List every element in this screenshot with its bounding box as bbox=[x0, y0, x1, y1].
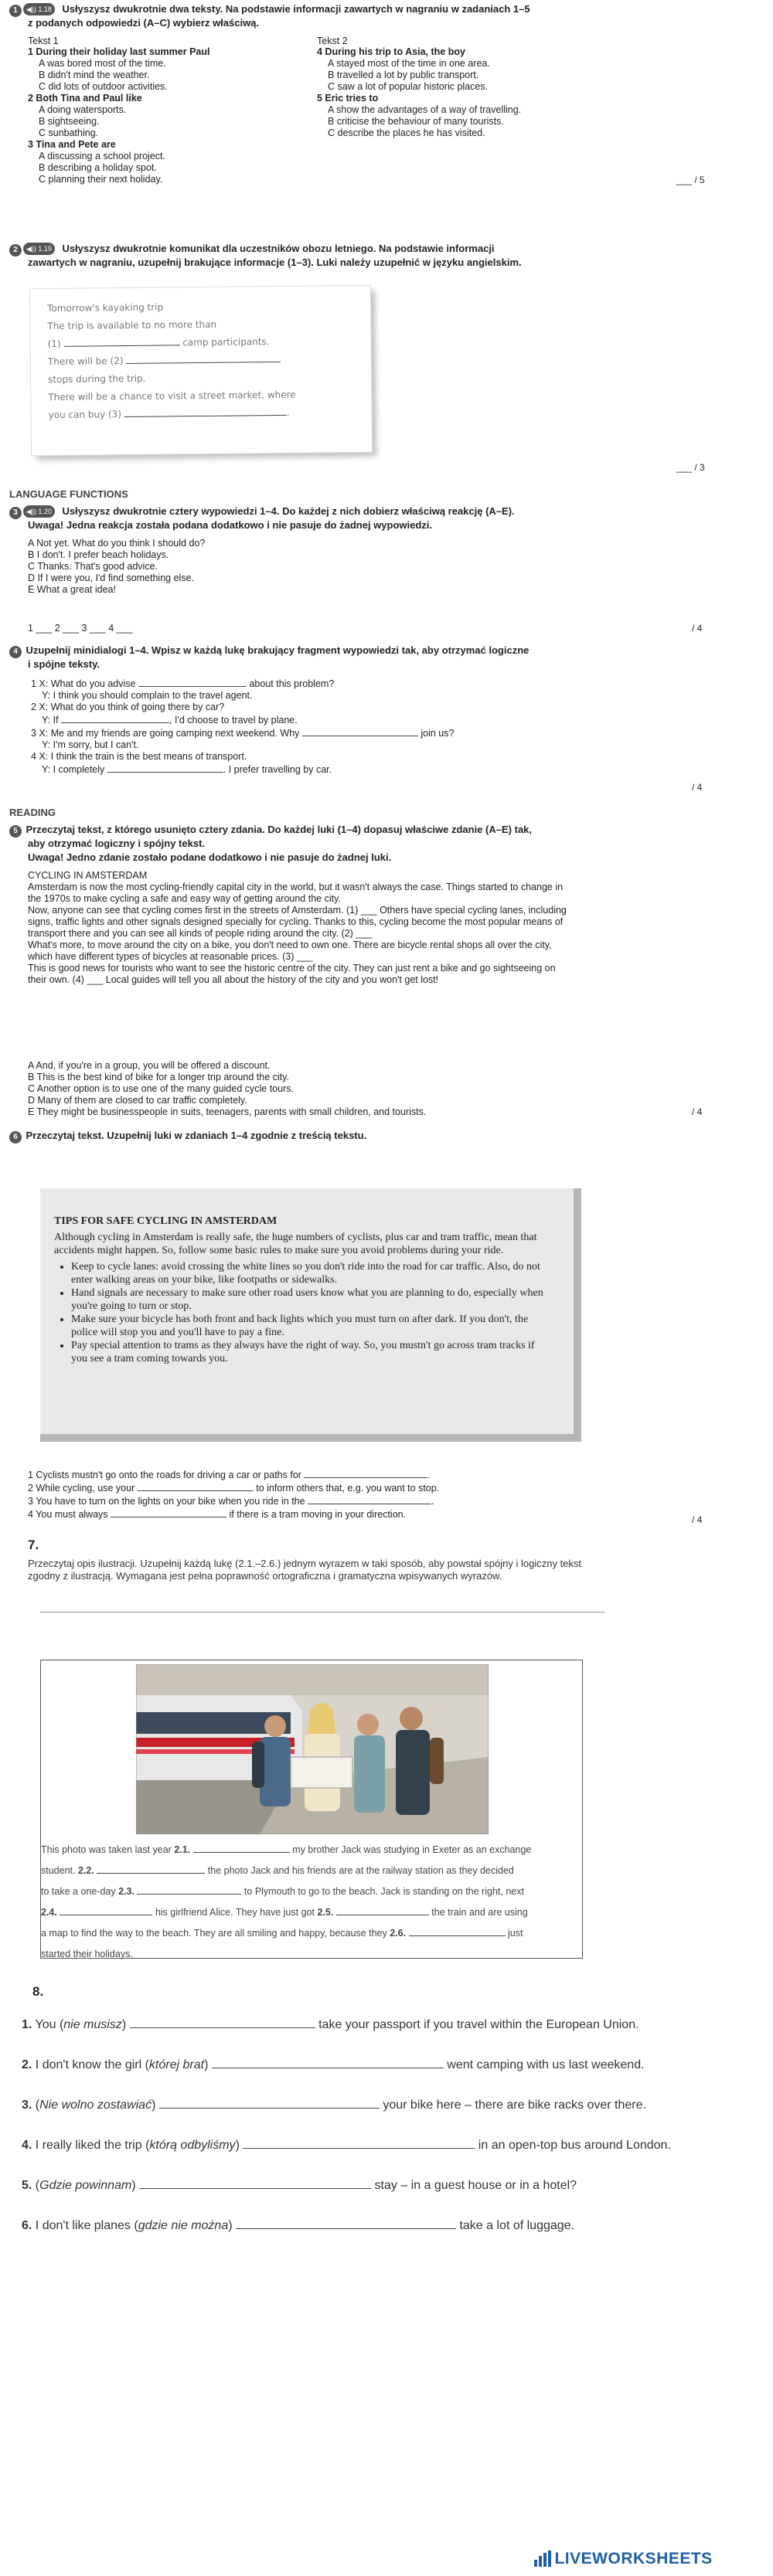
ex6-gap-2-input[interactable] bbox=[138, 1481, 254, 1491]
ex5-paragraph-1: Amsterdam is now the most cycling-friendly capital city in the world, but it wasn't always the case. Things started to change in the 1970s to make cycling a safe and easy way of getting around the city. bbox=[28, 882, 564, 904]
ex8-gap-5-input[interactable] bbox=[139, 2177, 371, 2189]
ex6-gap-4-input[interactable] bbox=[111, 1507, 226, 1517]
ex7-line-4: 2.4. his girlfriend Alice. They have just got 2.5. the train and are using bbox=[41, 1907, 528, 1918]
ex7-line-3: to take a one-day 2.3. to Plymouth to go to the beach. Jack is standing on the right, next bbox=[41, 1886, 524, 1897]
q4-option-c[interactable]: C saw a lot of popular historic places. bbox=[328, 81, 489, 92]
gap-3-input[interactable] bbox=[124, 406, 287, 417]
gap-2-4-input[interactable] bbox=[60, 1905, 152, 1915]
ex1-header bbox=[9, 3, 751, 17]
gap-2-1-input[interactable] bbox=[193, 1843, 290, 1853]
gap-1-input[interactable] bbox=[63, 335, 179, 347]
ex1-text1 bbox=[28, 36, 306, 185]
ex4-gap-1-input[interactable] bbox=[138, 677, 247, 687]
ex6-gap-3-input[interactable] bbox=[308, 1494, 431, 1504]
ex2-score: ___ / 3 bbox=[676, 462, 705, 473]
ex6-sentences bbox=[28, 1468, 693, 1521]
q1-option-b[interactable]: B didn't mind the weather. bbox=[39, 70, 150, 80]
dialogue-4-y: Y: I completely . I prefer travelling by car. bbox=[42, 764, 332, 775]
ex5-instruction-3: Uwaga! Jedno zdanie zostało podane dodatkowo i nie pasuje do żadnej luki. bbox=[28, 851, 392, 863]
tip-item: • Hand signals are necessary to make sure other road users know what you are planning to do, especially when you're going to turn or stop. bbox=[71, 1286, 549, 1313]
audio-track-icon[interactable]: ◀)) 1.18 bbox=[23, 3, 55, 15]
ex3-header bbox=[9, 505, 751, 519]
ex6-instruction: Przeczytaj tekst. Uzupełnij luki w zdaniach 1–4 zgodnie z treścią tekstu. bbox=[26, 1130, 367, 1141]
ex3-instruction: Usłyszysz dwukrotnie cztery wypowiedzi 1–4. Do każdej z nich dobierz właściwą reakcję (A–E). bbox=[62, 505, 515, 517]
ex2-number: 2 bbox=[9, 244, 22, 257]
ex1-instruction-2: z podanych odpowiedzi (A–C) wybierz właściwą. bbox=[28, 17, 260, 29]
q5-stem: 5 Eric tries to bbox=[317, 93, 379, 104]
ex6-score: / 4 bbox=[692, 1514, 703, 1525]
ex3-instruction-2: Uwaga! Jedna reakcja została podana dodatkowo i nie pasuje do żadnej wypowiedzi. bbox=[28, 519, 433, 531]
ex8-item-1: 1. You (nie musisz) take your passport if you travel within the European Union. bbox=[22, 2018, 639, 2031]
text1-label: Tekst 1 bbox=[28, 36, 59, 46]
note-line-4: There will be (2) bbox=[48, 350, 365, 371]
ex5-reading-text bbox=[28, 870, 577, 986]
q2-option-c[interactable]: C sunbathing. bbox=[39, 127, 99, 138]
q4-option-a[interactable]: A stayed most of the time in one area. bbox=[328, 58, 490, 69]
ex3-number: 3 bbox=[9, 507, 22, 519]
ex1-number: 1 bbox=[9, 5, 22, 17]
q4-stem: 4 During his trip to Asia, the boy bbox=[317, 46, 465, 57]
ex4-instruction: Uzupełnij minidialogi 1–4. Wpisz w każdą lukę brakujący fragment wypowiedzi tak, aby otrzymać logiczne bbox=[26, 644, 530, 656]
gap-2-6-input[interactable] bbox=[409, 1926, 506, 1936]
ex7-instruction: Przeczytaj opis ilustracji. Uzupełnij każdą lukę (2.1.–2.6.) jednym wyrazem w taki sposób, aby powstał spójny i logiczny tekst zgodny z ilustracją. Wymagana jest pełna poprawność ortograficzna i gramatyczna wpisywanych wyrazów. bbox=[28, 1558, 582, 1582]
ex7-line-6: started their holidays. bbox=[41, 1949, 133, 1959]
note-text bbox=[47, 297, 366, 424]
note-line-1: Tomorrow's kayaking trip bbox=[47, 301, 164, 314]
note-line-3: (1) camp participants. bbox=[47, 336, 270, 350]
q5-option-b[interactable]: B criticise the behaviour of many tourists. bbox=[328, 116, 504, 127]
ex8-gap-6-input[interactable] bbox=[236, 2217, 456, 2229]
ex2-header bbox=[9, 243, 751, 257]
logo-bars-icon bbox=[533, 2551, 552, 2568]
q5-option-c[interactable]: C describe the places he has visited. bbox=[328, 127, 485, 138]
tips-list bbox=[54, 1260, 549, 1365]
ex8-gap-4-input[interactable] bbox=[243, 2137, 475, 2149]
tips-title: TIPS FOR SAFE CYCLING IN AMSTERDAM bbox=[54, 1215, 278, 1227]
note-line-2: The trip is available to no more than bbox=[47, 318, 217, 332]
tips-box-edge bbox=[574, 1188, 581, 1442]
ex8-item-4: 4. I really liked the trip (którą odbyliśmy) in an open-top bus around London. bbox=[22, 2139, 671, 2152]
q1-option-a[interactable]: A was bored most of the time. bbox=[39, 58, 166, 69]
ex8-item-6: 6. I don't like planes (gdzie nie można) take a lot of luggage. bbox=[22, 2219, 575, 2232]
ex5-paragraph-3: What's more, to move around the city on a bike, you don't need to own one. There are bicycle rental shops all over the city, which have different types of bicycles at reasonable prices. (3) ___ bbox=[28, 940, 552, 962]
q3-option-b[interactable]: B describing a holiday spot. bbox=[39, 162, 157, 173]
logo-text: LIVEWORKSHEETS bbox=[554, 2550, 713, 2568]
ex7-divider bbox=[40, 1612, 604, 1613]
ex3-option-d: D If I were you, I'd find something else. bbox=[28, 573, 194, 583]
q1-option-c[interactable]: C did lots of outdoor activities. bbox=[39, 81, 168, 92]
ex7-box bbox=[40, 1660, 583, 1959]
ex5-paragraph-2: Now, anyone can see that cycling comes first in the streets of Amsterdam. (1) ___ Others have special cycling lanes, including signs, traffic lights and other signals designed specially for cycling. Thanks to this, cycling become the most popular means of transport there and you can see all kinds of people riding around the city. (2) ___ bbox=[28, 905, 567, 939]
tip-item: • Make sure your bicycle has both front and back lights which you must turn on after dark. If you don't, the police will stop you and you'll have to pay a fine. bbox=[71, 1313, 549, 1339]
ex4-gap-4-input[interactable] bbox=[107, 763, 223, 773]
tips-box-edge-bottom bbox=[40, 1434, 581, 1442]
q5-option-a[interactable]: A show the advantages of a way of travelling. bbox=[328, 104, 522, 115]
q2-option-a[interactable]: A doing watersports. bbox=[39, 104, 127, 115]
gap-2-3-input[interactable] bbox=[137, 1884, 241, 1895]
ex8-items bbox=[22, 2017, 764, 2258]
railway-station-photo bbox=[136, 1664, 489, 1834]
q3-stem: 3 Tina and Pete are bbox=[28, 139, 116, 150]
ex8-number: 8. bbox=[32, 1984, 44, 1999]
dialogue-1-y: Y: I think you should complain to the travel agent. bbox=[42, 690, 253, 701]
ex3-option-a: A Not yet. What do you think I should do? bbox=[28, 538, 206, 549]
text2-label: Tekst 2 bbox=[317, 36, 348, 46]
ex8-gap-1-input[interactable] bbox=[130, 2017, 315, 2028]
ex5-instruction: Przeczytaj tekst, z którego usunięto cztery zdania. Do każdej luki (1–4) dopasuj właściwe zdanie (A–E) tak, bbox=[26, 824, 533, 835]
ex6-gap-1-input[interactable] bbox=[304, 1468, 427, 1478]
ex2-instruction: Usłyszysz dwukrotnie komunikat dla uczestników obozu letniego. Na podstawie informacji bbox=[62, 243, 495, 254]
audio-track-icon[interactable]: ◀)) 1.20 bbox=[23, 505, 55, 518]
ex3-option-c: C Thanks. That's good advice. bbox=[28, 561, 158, 572]
gap-2-input[interactable] bbox=[126, 352, 281, 364]
note-line-7: you can buy (3) . bbox=[48, 406, 290, 421]
ex5-header bbox=[9, 824, 751, 838]
note-card bbox=[30, 286, 372, 456]
ex4-score: / 4 bbox=[692, 782, 703, 793]
ex8-item-5: 5. (Gdzie powinnam) stay – in a guest house or in a hotel? bbox=[22, 2179, 577, 2192]
audio-track-icon[interactable]: ◀)) 1.19 bbox=[23, 243, 55, 255]
ex3-score: / 4 bbox=[692, 623, 703, 634]
tip-item: • Pay special attention to trams as they always have the right of way. So, you mustn't go across tram tracks if you see a tram coming towards you. bbox=[71, 1339, 549, 1365]
dialogue-2-x: 2 X: What do you think of going there by car? bbox=[31, 702, 225, 712]
q4-option-b[interactable]: B travelled a lot by public transport. bbox=[328, 70, 479, 80]
ex6-number: 6 bbox=[9, 1131, 22, 1144]
ex5-option-e: E They might be businesspeople in suits, teenagers, parents with small children, and tourists. bbox=[28, 1106, 427, 1117]
ex1-score: ___ / 5 bbox=[676, 175, 705, 185]
ex8-item-3: 3. (Nie wolno zostawiać) your bike here – there are bike racks over there. bbox=[22, 2099, 646, 2112]
ex1-instruction: Usłyszysz dwukrotnie dwa teksty. Na podstawie informacji zawartych w nagraniu w zadaniach 1–5 bbox=[62, 3, 530, 15]
dialogue-2-y: Y: If , I'd choose to travel by plane. bbox=[42, 715, 298, 726]
tip-item: • Keep to cycle lanes: avoid crossing the white lines so you don't ride into the road for car traffic. Also, do not enter walking areas on your bike, like footpaths or sidewalks. bbox=[71, 1260, 549, 1286]
ex4-number: 4 bbox=[9, 646, 22, 658]
ex7-number: 7. bbox=[28, 1538, 39, 1552]
q3-option-c[interactable]: C planning their next holiday. bbox=[39, 174, 163, 185]
ex8-item-2: 2. I don't know the girl (której brat) went camping with us last weekend. bbox=[22, 2058, 645, 2071]
ex4-gap-2-input[interactable] bbox=[61, 713, 169, 723]
ex1-text2 bbox=[317, 36, 626, 139]
tips-intro: Although cycling in Amsterdam is really safe, the huge numbers of cyclists, plus car and tram traffic, mean that accidents might happen. So, follow some basic rules to make sure you avoid problems during your ride. bbox=[54, 1232, 537, 1256]
dialogue-3-y: Y: I'm sorry, but I can't. bbox=[42, 739, 139, 750]
ex6-header bbox=[9, 1130, 751, 1144]
ex5-instruction-2: aby otrzymać logiczny i spójny tekst. bbox=[28, 838, 206, 849]
ex3-option-b: B I don't. I prefer beach holidays. bbox=[28, 549, 169, 560]
ex5-text-title: CYCLING IN AMSTERDAM bbox=[28, 870, 148, 881]
ex7-description bbox=[41, 1840, 582, 1965]
ex5-score: / 4 bbox=[692, 1106, 703, 1117]
ex8-gap-3-input[interactable] bbox=[159, 2097, 380, 2109]
ex6-sentence-2: 2 While cycling, use your to inform others that, e.g. you want to stop. bbox=[28, 1483, 440, 1494]
ex6-sentence-4: 4 You must always if there is a tram moving in your direction. bbox=[28, 1509, 407, 1520]
ex4-header bbox=[9, 644, 751, 658]
ex5-number: 5 bbox=[9, 825, 22, 838]
ex5-option-a: A And, if you're in a group, you will be offered a discount. bbox=[28, 1060, 271, 1071]
ex3-options bbox=[28, 538, 205, 596]
gap-2-2-input[interactable] bbox=[97, 1864, 205, 1874]
ex3-option-e: E What a great idea! bbox=[28, 584, 116, 595]
ex5-paragraph-4: This is good news for tourists who want to see the historic centre of the city. They can just rent a bike and go sightseeing on their own. (4) ___ Local guides will tell you all about the history of the city and you won't get lost! bbox=[28, 963, 556, 985]
ex2-instruction-2: zawartych w nagraniu, uzupełnij brakujące informacje (1–3). Luki należy uzupełnić w języku angielskim. bbox=[28, 257, 522, 268]
ex5-options bbox=[28, 1060, 584, 1118]
ex5-option-c: C Another option is to use one of the many guided cycle tours. bbox=[28, 1083, 294, 1094]
ex8-gap-2-input[interactable] bbox=[212, 2057, 444, 2068]
ex7-line-2: student. 2.2. the photo Jack and his friends are at the railway station as they decided bbox=[41, 1865, 514, 1876]
ex4-dialogues bbox=[31, 677, 680, 776]
liveworksheets-logo[interactable] bbox=[533, 2550, 713, 2570]
ex7-line-1: This photo was taken last year 2.1. my brother Jack was studying in Exeter as an exchange bbox=[41, 1844, 532, 1855]
note-line-6: There will be a chance to visit a street market, where bbox=[48, 389, 296, 403]
tips-box bbox=[40, 1188, 581, 1442]
note-line-5: stops during the trip. bbox=[48, 372, 146, 386]
dialogue-3-x: 3 X: Me and my friends are going camping next weekend. Why join us? bbox=[31, 728, 455, 739]
q3-option-a[interactable]: A discussing a school project. bbox=[39, 151, 165, 161]
ex7-line-5: a map to find the way to the beach. They are all smiling and happy, because they 2.6. just bbox=[41, 1928, 523, 1939]
section-heading-reading: READING bbox=[9, 807, 56, 818]
ex4-instruction-2: i spójne teksty. bbox=[28, 658, 100, 670]
gap-2-5-input[interactable] bbox=[336, 1905, 429, 1915]
ex4-gap-3-input[interactable] bbox=[302, 726, 418, 736]
ex5-option-d: D Many of them are closed to car traffic completely. bbox=[28, 1095, 247, 1106]
ex5-option-b: B This is the best kind of bike for a longer trip around the city. bbox=[28, 1072, 289, 1082]
q2-option-b[interactable]: B sightseeing. bbox=[39, 116, 100, 127]
dialogue-1-x: 1 X: What do you advise about this problem? bbox=[31, 678, 335, 689]
ex6-sentence-1: 1 Cyclists mustn't go onto the roads for driving a car or paths for . bbox=[28, 1470, 431, 1480]
tips-content bbox=[54, 1215, 549, 1365]
section-heading-language-functions: LANGUAGE FUNCTIONS bbox=[9, 488, 128, 500]
ex3-answer-slots[interactable]: 1 ___ 2 ___ 3 ___ 4 ___ bbox=[28, 623, 133, 634]
dialogue-4-x: 4 X: I think the train is the best means of transport. bbox=[31, 751, 247, 762]
q2-stem: 2 Both Tina and Paul like bbox=[28, 93, 142, 104]
ex6-sentence-3: 3 You have to turn on the lights on your bike when you ride in the . bbox=[28, 1496, 434, 1507]
q1-stem: 1 During their holiday last summer Paul bbox=[28, 46, 210, 57]
